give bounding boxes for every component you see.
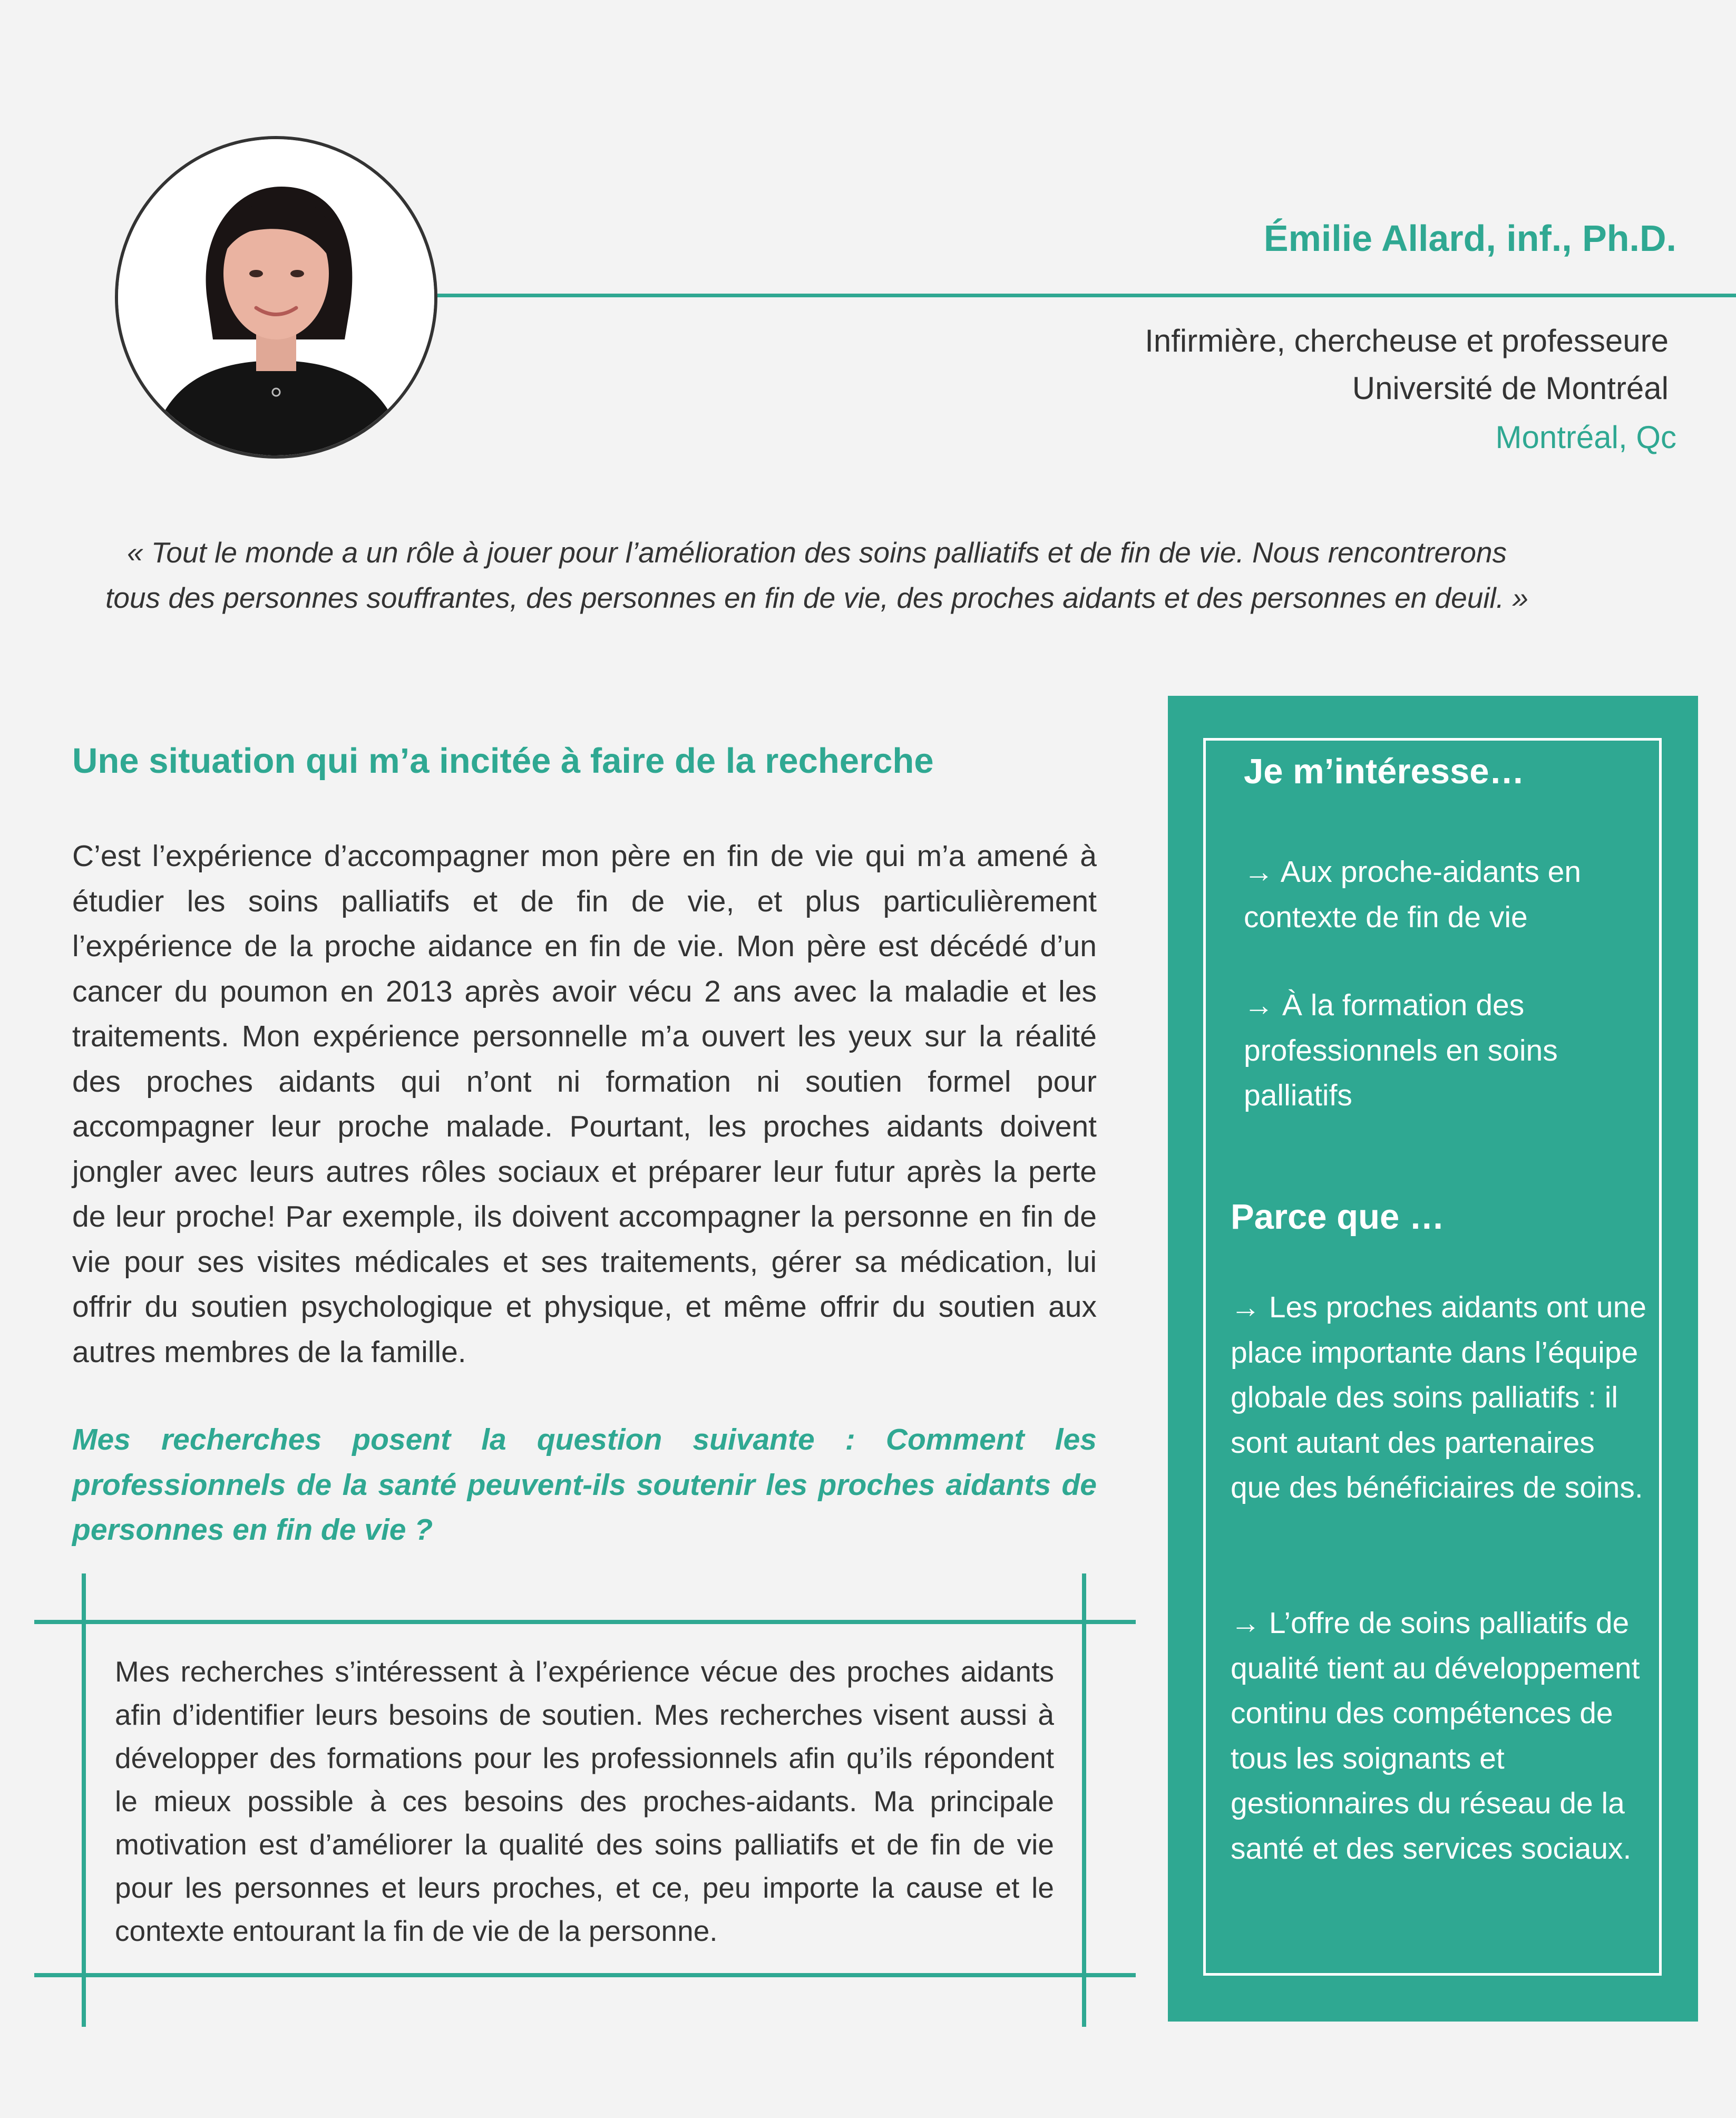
because-item: → Les proches aidants ont une place importante dans l’équipe globale des soins palliatifs : il sont autant des partenaires que des bénéficiaires de soins. (1231, 1290, 1647, 1504)
because-heading: Parce que … (1231, 1197, 1445, 1237)
section-heading: Une situation qui m’a incitée à faire de la recherche (72, 741, 934, 781)
frame-line-right (1082, 1573, 1086, 2027)
portrait-photo (118, 139, 434, 455)
research-question: Mes recherches posent la question suivante : Comment les professionnels de la santé peuvent-ils soutenir les proches aidants de personnes en fin de vie ? (72, 1423, 1097, 1547)
frame-line-left (82, 1573, 86, 2027)
quote: « Tout le monde a un rôle à jouer pour l’amélioration des soins palliatifs et de fin de vie. Nous rencontrerons tous des personnes souffrantes, des personnes en fin de vie, des proches aidants et des personnes en deuil. » (105, 536, 1528, 614)
interest-item: → Aux proche-aidants en contexte de fin de vie (1244, 855, 1582, 934)
framed-text: Mes recherches s’intéressent à l’expérience vécue des proches aidants afin d’identifier leurs besoins de soutien. Mes recherches visent aussi à développer des formations pour les professionnels afin qu’ils répondent le mieux possible à ces besoins des proches-aidants. Ma principale motivation est d’améliorer la qualité des soins palliatifs et de fin de vie pour les personnes et leurs proches, et ce, peu importe la cause et le contexte entourant la fin de vie de la personne. (115, 1655, 1054, 1947)
header-divider (437, 294, 1736, 297)
frame-line-top (34, 1620, 1136, 1624)
interests-heading: Je m’intéresse… (1244, 752, 1525, 791)
person-role: Infirmière, chercheuse et professeure (1145, 323, 1669, 358)
person-name: Émilie Allard, inf., Ph.D. (1263, 218, 1676, 259)
person-city: Montréal, Qc (1495, 420, 1676, 455)
interest-item: → À la formation des professionnels en soins palliatifs (1244, 988, 1558, 1112)
frame-line-bottom (34, 1973, 1136, 1977)
because-item: → L’offre de soins palliatifs de qualité tient au développement continu des compétences de tous les soignants et gestionnaires du réseau de la santé et des services sociaux. (1231, 1606, 1640, 1866)
section-body: C’est l’expérience d’accompagner mon père en fin de vie qui m’a amené à étudier les soins palliatifs et de fin de vie, et plus particulièrement l’expérience de la proche aidance en fin de vie. Mon père est décédé d’un cancer du poumon en 2013 après avoir vécu 2 ans avec la maladie et les traitements. Mon expérience personnelle m’a ouvert les yeux sur la réalité des proches aidants qui n’ont ni formation ni soutien formel pour accompagner leur proche malade. Pourtant, les proches aidants doivent jongler avec leurs autres rôles sociaux et préparer leur futur après la perte de leur proche! Par exemple, ils doivent accompagner la personne en fin de vie pour ses visites médicales et ses traitements, gérer sa médication, lui offrir du soutien psychologique et physique, et même offrir du soutien aux autres membres de la famille. (72, 839, 1097, 1369)
avatar (115, 136, 437, 459)
person-university: Université de Montréal (1352, 371, 1669, 406)
